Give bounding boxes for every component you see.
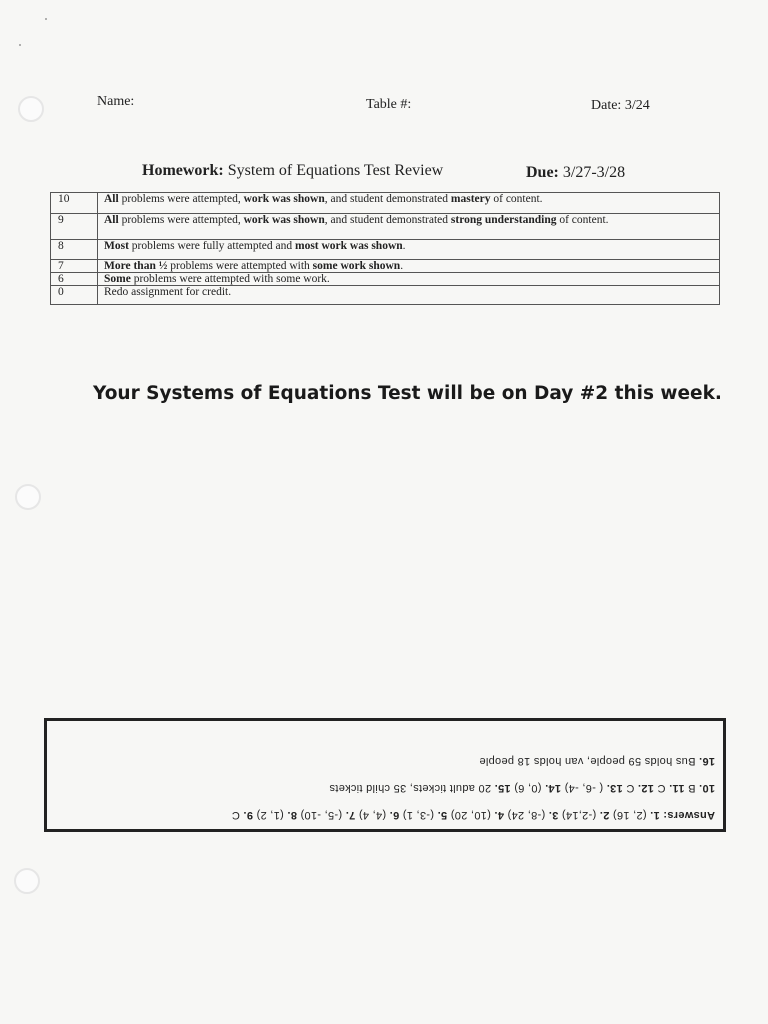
rubric-description <box>98 286 720 305</box>
answer-bold: 13. <box>606 782 623 794</box>
answer-bold: 15. <box>494 782 511 794</box>
answer-text: (10, 20) <box>447 809 495 821</box>
answer-line-1 <box>232 809 715 821</box>
rubric-score: 7 <box>51 260 98 273</box>
answer-bold: 14. <box>544 782 562 794</box>
answer-text: C <box>653 782 669 794</box>
rubric-desc-text: of content. <box>556 214 609 226</box>
binder-hole-bottom <box>14 868 40 894</box>
rubric-description <box>98 273 720 286</box>
binder-hole-top <box>18 96 44 122</box>
table-number-label: Table #: <box>366 97 412 112</box>
rubric-desc-bold: some work shown <box>312 260 401 272</box>
answer-bold: 10. <box>698 782 715 794</box>
answer-bold: 12. <box>637 782 654 794</box>
rubric-row-9 <box>51 214 720 240</box>
rubric-desc-text: . <box>402 240 406 252</box>
test-announcement: Your Systems of Equations Test will be on Day #2 this week. <box>93 383 722 404</box>
answer-text: (-2,14) <box>558 809 600 821</box>
rubric-desc-text: problems were attempted with <box>167 260 313 272</box>
rubric-row-7 <box>51 260 720 273</box>
homework-title <box>142 162 443 180</box>
rubric-desc-text: problems were attempted, <box>118 193 244 205</box>
answer-bold: 1. <box>649 809 660 821</box>
rubric-desc-bold: strong understanding <box>450 214 557 226</box>
rubric-desc-bold: More than ½ <box>104 260 168 272</box>
answer-bold: 7. <box>345 809 356 821</box>
rubric-description <box>98 193 720 214</box>
rubric-desc-text: problems were attempted with some work. <box>130 273 330 285</box>
answer-bold: 6. <box>389 809 400 821</box>
answer-text: (1, 2) <box>252 809 288 821</box>
answer-bold: 4. <box>494 809 504 821</box>
rubric-desc-bold: Some <box>104 273 131 285</box>
answer-bold: 16. <box>698 755 715 767</box>
grading-rubric-table <box>50 192 720 305</box>
answer-text: B <box>684 782 699 794</box>
rubric-desc-text: . <box>400 260 404 272</box>
rubric-score: 0 <box>51 286 98 305</box>
rubric-desc-bold: work was shown <box>243 214 325 226</box>
rubric-desc-text: problems were attempted, <box>118 214 244 226</box>
homework-label: Homework: <box>142 162 224 179</box>
rubric-score: 10 <box>51 193 98 214</box>
answer-text: C <box>231 809 244 821</box>
answer-key-box <box>44 718 726 832</box>
rubric-desc-text: problems were fully attempted and <box>128 240 295 252</box>
due-label: Due: <box>526 164 559 181</box>
answers-1-to-9 <box>232 809 660 821</box>
answer-bold: 11. <box>668 782 685 794</box>
rubric-desc-bold: Most <box>104 240 129 252</box>
rubric-desc-text: , and student demonstrated <box>324 214 451 226</box>
rubric-desc-text: , and student demonstrated <box>324 193 451 205</box>
answer-text: (-8, 24) <box>503 809 549 821</box>
date-label: Date: 3/24 <box>591 98 650 113</box>
answer-text: C <box>622 782 638 794</box>
rubric-desc-bold: All <box>104 214 119 226</box>
answer-bold: 3. <box>548 809 559 821</box>
answer-text: (2, 16) <box>609 809 650 821</box>
answers-label: Answers: <box>663 809 715 821</box>
rubric-row-8 <box>51 240 720 260</box>
answer-line-3 <box>479 755 715 767</box>
rubric-description <box>98 214 720 240</box>
rubric-desc-bold: work was shown <box>243 193 325 205</box>
rubric-score: 9 <box>51 214 98 240</box>
scan-speck <box>19 44 21 46</box>
rubric-desc-text: of content. <box>490 193 543 205</box>
name-field-label: Name: <box>97 94 135 109</box>
answer-text: (-5, -10) <box>296 809 346 821</box>
rubric-desc-bold: All <box>104 193 119 205</box>
answer-bold: 8. <box>287 809 297 821</box>
answer-line-2 <box>329 782 715 794</box>
due-value: 3/27-3/28 <box>562 164 626 181</box>
rubric-score: 8 <box>51 240 98 260</box>
answer-text: (-3, 1) <box>399 809 438 821</box>
homework-name: System of Equations Test Review <box>227 162 444 179</box>
rubric-description <box>98 240 720 260</box>
rubric-row-0 <box>51 286 720 305</box>
answer-bold: 9. <box>243 809 253 821</box>
answer-text: 20 adult tickets, 35 child tickets <box>329 782 495 794</box>
answer-text: (4, 4) <box>355 809 390 821</box>
binder-hole-middle <box>15 484 41 510</box>
rubric-row-6 <box>51 273 720 286</box>
scan-speck <box>45 18 47 20</box>
answer-text: Bus holds 59 people, van holds 18 people <box>479 755 699 767</box>
rubric-desc-bold: mastery <box>450 193 491 205</box>
answer-bold: 2. <box>599 809 610 821</box>
rubric-description <box>98 260 720 273</box>
answer-text: ( -6, -4) <box>561 782 607 794</box>
answer-key-rotated <box>47 721 723 829</box>
answer-bold: 5. <box>437 809 448 821</box>
due-date <box>526 164 625 182</box>
rubric-row-10 <box>51 193 720 214</box>
answer-text: (0, 6) <box>510 782 545 794</box>
rubric-desc-bold: most work was shown <box>294 240 403 252</box>
rubric-desc-text: Redo assignment for credit. <box>104 286 232 298</box>
rubric-score: 6 <box>51 273 98 286</box>
